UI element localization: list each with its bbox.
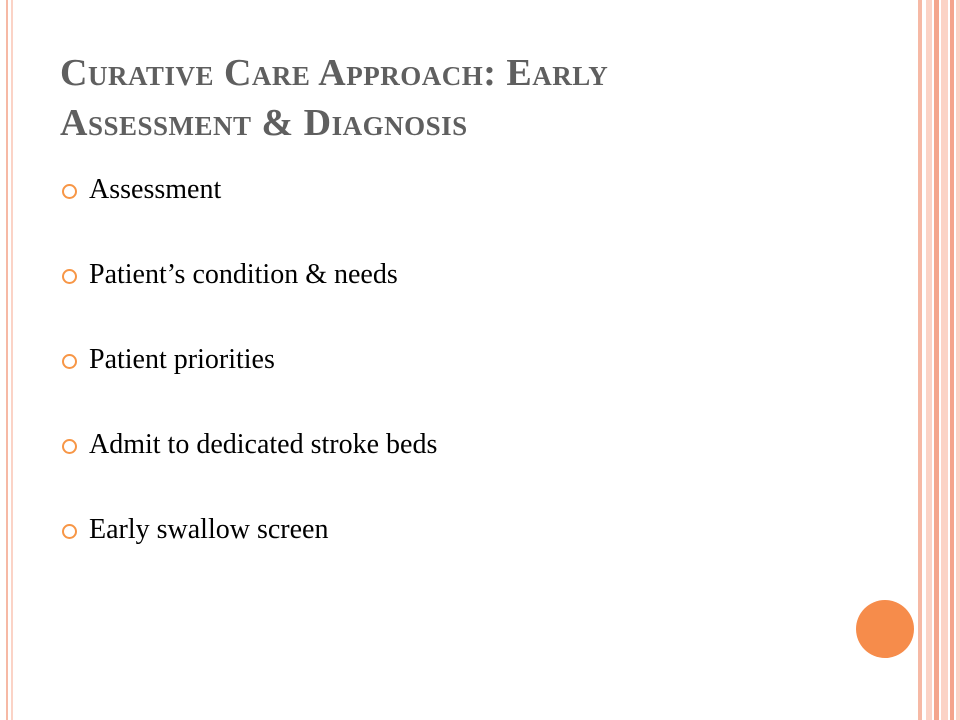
- bullet-item: [62, 510, 437, 595]
- slide-title: [60, 48, 860, 148]
- bullet-item: [62, 170, 437, 255]
- bullet-item: [62, 255, 437, 340]
- left-border-stripe: [6, 0, 8, 720]
- right-border-band: [926, 0, 932, 720]
- bullet-text: Patient priorities: [89, 344, 275, 375]
- bullet-item: [62, 340, 437, 425]
- bullet-item: [62, 425, 437, 510]
- bullet-text: Assessment: [89, 174, 222, 205]
- ring-bullet-icon: [62, 524, 77, 539]
- right-border-band: [934, 0, 939, 720]
- right-border-band: [950, 0, 954, 720]
- bullet-list: [62, 170, 437, 595]
- left-border-stripe: [11, 0, 13, 720]
- ring-bullet-icon: [62, 354, 77, 369]
- ring-bullet-icon: [62, 269, 77, 284]
- bullet-text: Early swallow screen: [89, 514, 329, 545]
- bullet-text: Admit to dedicated stroke beds: [89, 429, 438, 460]
- ring-bullet-icon: [62, 439, 77, 454]
- ring-bullet-icon: [62, 184, 77, 199]
- right-border-band: [918, 0, 922, 720]
- right-border-band: [956, 0, 960, 720]
- decorative-orange-circle: [856, 600, 914, 658]
- slide-title-line-1: Curative Care Approach: Early: [60, 52, 609, 94]
- bullet-text: Patient’s condition & needs: [89, 259, 398, 290]
- slide-title-line-2: Assessment & Diagnosis: [60, 102, 468, 144]
- right-border-band: [941, 0, 948, 720]
